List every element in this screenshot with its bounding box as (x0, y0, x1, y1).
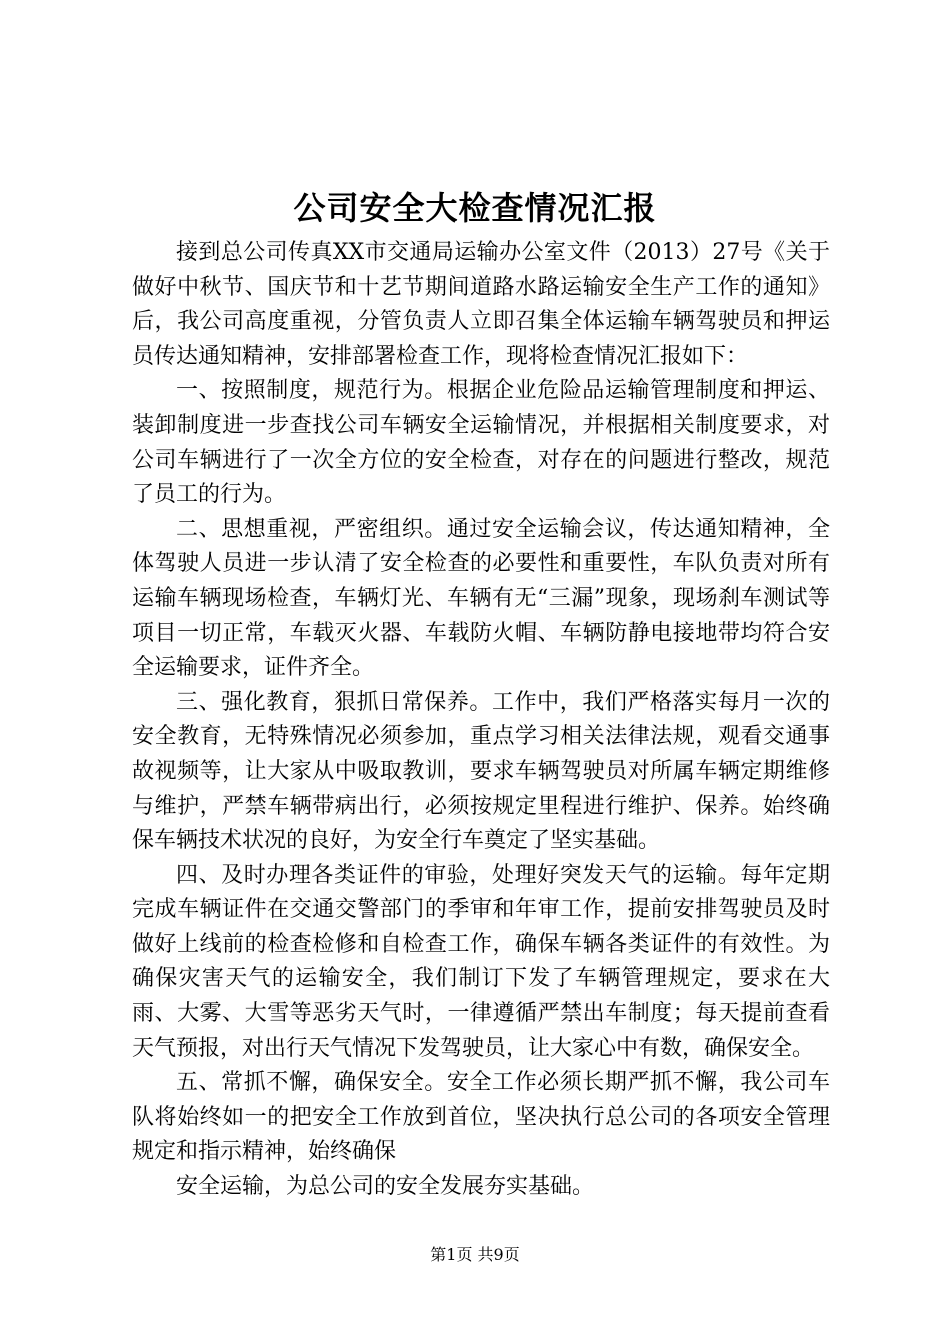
paragraph-intro: 接到总公司传真XX市交通局运输办公室文件（2013）27号《关于做好中秋节、国庆节和十艺节期间道路水路运输安全生产工作的通知》后，我公司高度重视，分管负责人立即召集全体运输车辆驾驶员和押运员传达通知精神，安排部署检查工作，现将检查情况汇报如下： (132, 240, 830, 369)
paragraph-section-1: 一、按照制度，规范行为。根据企业危险品运输管理制度和押运、装卸制度进一步查找公司车辆安全运输情况，并根据相关制度要求，对公司车辆进行了一次全方位的安全检查，对存在的问题进行整改，规范了员工的行为。 (132, 378, 830, 508)
document-title: 公司安全大检查情况汇报 (293, 189, 657, 227)
paragraph-section-4: 四、及时办理各类证件的审验，处理好突发天气的运输。每年定期完成车辆证件在交通交警部门的季审和年审工作，提前安排驾驶员及时做好上线前的检查检修和自检查工作，确保车辆各类证件的有效性。为确保灾害天气的运输安全，我们制订下发了车辆管理规定，要求在大雨、大雾、大雪等恶劣天气时，一律遵循严禁出车制度；每天提前查看天气预报，对出行天气情况下发驾驶员，让大家心中有数，确保安全。 (132, 862, 830, 1061)
paragraph-section-3: 三、强化教育，狠抓日常保养。工作中，我们严格落实每月一次的安全教育，无特殊情况必须参加，重点学习相关法律法规，观看交通事故视频等，让大家从中吸取教训，要求车辆驾驶员对所属车辆定期维修与维护，严禁车辆带病出行，必须按规定里程进行维护、保养。始终确保车辆技术状况的良好，为安全行车奠定了坚实基础。 (132, 689, 830, 854)
paragraph-section-5: 五、常抓不懈，确保安全。安全工作必须长期严抓不懈，我公司车队将始终如一的把安全工作放到首位，坚决执行总公司的各项安全管理规定和指示精神，始终确保 (132, 1070, 830, 1165)
paragraph-closing: 安全运输，为总公司的安全发展夯实基础。 (176, 1174, 595, 1200)
document-body (132, 236, 830, 1205)
page-number-footer: 第1页 共9页 (430, 1245, 520, 1264)
paragraph-section-2: 二、思想重视，严密组织。通过安全运输会议，传达通知精神，全体驾驶人员进一步认清了安全检查的必要性和重要性，车队负责对所有运输车辆现场检查，车辆灯光、车辆有无“三漏”现象，现场刹车测试等项目一切正常，车载灭火器、车载防火帽、车辆防静电接地带均符合安全运输要求，证件齐全。 (132, 516, 830, 681)
